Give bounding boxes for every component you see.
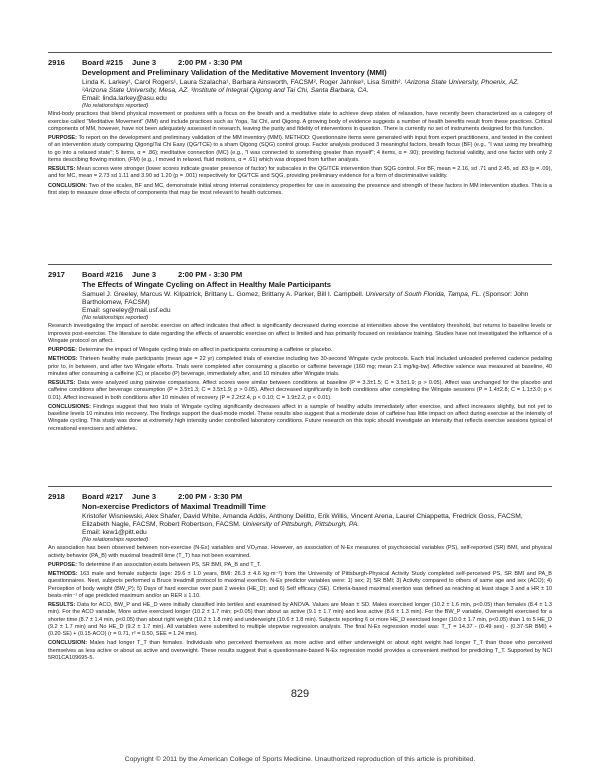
abstract-header bbox=[48, 270, 552, 279]
abstract-header bbox=[48, 492, 552, 501]
abstract-paragraph bbox=[48, 602, 552, 638]
session-time: 2:00 PM - 3:30 PM bbox=[178, 492, 243, 501]
author-list bbox=[82, 513, 544, 529]
board-number: Board #216 bbox=[82, 270, 123, 279]
abstract-number: 2917 bbox=[48, 270, 65, 279]
institution: ¹Arizona State University, Phoenix, AZ. ²Arizona State University, Mesa, AZ. ³Institute of Integral Qigong and Tai Chi, Santa Barbara, CA. bbox=[82, 79, 520, 95]
paragraph-text: Data were analyzed using pairwise comparisons. Affect scores were similar between conditions at baseline (P = 3.3±1.5; C = 3.5±1.9; p > 0.05). Affect was unchanged for the placebo and caffeine conditions after beverage consumption (P = 3.5±1.3; C = 3.5±1.9; p > 0.05). Affect decreased significantly in both conditions after completing the Wingate sessions (P = 1.4±2.8; C = 1.1±3.0; p < 0.01). Affect increased in both conditions after 10 minutes of recovery (P = 2.2±2.4, p < 0.10; C = 1.9±2.2, p < 0.01). bbox=[48, 380, 552, 401]
author-email: Email: sgreeley@mail.usf.edu bbox=[82, 307, 171, 315]
abstract-title: The Effects of Wingate Cycling on Affect in Healthy Male Participants bbox=[82, 280, 332, 289]
paragraph-text: Data for ACO, BW_P and HE_D were initially classified into tertiles and examined by ANOVA. Values are Mean ± SD. Males exercised longer (10.2 ± 1.6 min, p<0.05) than females (8.4 ± 1.3 min). For the ACO variable, More active exercised longer (10.2 ± 1.7 min; p<0.05) than about as active (9.1 ± 1.7 min) and less active (8.6 ± 1.3 min). For the BW_P variable, Overweight exercised for a shorter time (8.7 ± 1.4 min, p<0.05) than about right weight (10.2 ± 1.8 min) and underweight (10.6 ± 1.8 min). Subjects reporting 6 or more HE_D exercised longer (10.0 ± 1.7 min, p<0.05) than 1 to 5 HE_D (9.2 ± 1.7 min) and No HE_D (9.2 ± 1.7 min). All variables were submitted to multiple stepwise regression analysis. The final N-Ex regression model was: T_T = 14.37 - (0.49 sex) - (0.37·SR BMI) + (0.20·SE) + (0.15·ACO) (r = 0.71, r² = 0.50, SEE = 1.24 min). bbox=[48, 602, 552, 638]
page-number: 829 bbox=[290, 688, 310, 700]
abstract-paragraph bbox=[48, 166, 552, 181]
abstract-paragraph bbox=[48, 111, 552, 133]
paragraph-text: Determine the impact of Wingate cycling trials on affect in participants consuming a caffeine or placebo. bbox=[76, 347, 333, 354]
paragraph-label: RESULTS: bbox=[48, 166, 76, 173]
paragraph-text: Mean scores were stronger (lower scores indicate greater presence of factor) for subscales in the QG/TCE intervention than SQG control. For BF, mean = 2.16, sd .71 and 2.45, sd .83 (p = .09), and for MC, mean = 2.73 sd 1.11 and 3.90 sd 1.20 (p = .001) respectively for QG/TCE and SQG, providing preliminary evidence for a form of discriminative validity. bbox=[48, 166, 552, 180]
abstract-title: Development and Preliminary Validation of the Meditative Movement Inventory (MMI) bbox=[82, 68, 387, 77]
abstract-header bbox=[48, 58, 552, 67]
abstract-2917 bbox=[48, 270, 552, 433]
abstract-paragraph bbox=[48, 571, 552, 600]
paragraph-text: To determine if an association exists between PS, SR BMI, PA_B and T_T. bbox=[76, 561, 262, 568]
institution: University of South Florida, Tampa, FL. bbox=[365, 291, 482, 298]
paragraph-text: Findings suggest that two trials of Wingate cycling significantly decreases affect in a sample of healthy adults immediately after exercise, and affect increases slightly, but not yet to baseline levels 10 minutes into recovery. The findings support the dual-mode model. These results also suggest that a moderate dose of caffeine has little impact on affect during exercise at the intensity of Wingate cycling. This study was done at extremely high intensity under controlled laboratory conditions. Future research on this topic should investigate an intensity that reflects exercise sessions typical of recreational exercisers and athletes. bbox=[48, 403, 552, 432]
abstract-paragraph bbox=[48, 380, 552, 402]
relationships-note: (No relationships reported) bbox=[82, 537, 149, 544]
abstract-paragraph bbox=[48, 640, 552, 662]
section-rule bbox=[48, 486, 552, 487]
author-email: Email: kew1@pitt.edu bbox=[82, 529, 147, 537]
session-date: June 3 bbox=[132, 270, 157, 279]
copyright-notice: Copyright © 2011 by the American College of Sports Medicine. Unauthorized reproduction of this article is prohibited. bbox=[124, 756, 476, 763]
paragraph-label: METHODS: bbox=[48, 356, 78, 363]
abstract-number: 2916 bbox=[48, 58, 65, 67]
abstract-paragraph bbox=[48, 545, 552, 560]
section-rule bbox=[48, 264, 552, 265]
relationships-note: (No relationships reported) bbox=[82, 315, 149, 322]
paragraph-text: Mind-body practices that blend physical movement or postures with a focus on the breath and a meditative state to achieve deep states of relaxation, have recently been characterized as a category of exercise called "Meditative Movement" (MM) and include practices such as Yoga, Tai Chi, and Qigong. A growing body of evidence suggests a number of health benefits result from these practices. Critical components of MM, however, have not been adequately assessed in research, leaving the purity and fidelity of interventions in question. There is currently no set of instruments designed for this function. bbox=[48, 111, 552, 132]
paragraph-label: RESULTS: bbox=[48, 602, 76, 609]
author-list bbox=[82, 291, 544, 307]
authors: Samuel J. Greeley, Marcus W. Kilpatrick, Brittany L. Gomez, Brittany A. Parker, Bill I. Campbell. bbox=[82, 291, 366, 298]
abstract-paragraph bbox=[48, 404, 552, 433]
author-list bbox=[82, 79, 544, 95]
abstract-number: 2918 bbox=[48, 492, 65, 501]
session-time: 2:00 PM - 3:30 PM bbox=[178, 270, 243, 279]
abstract-title: Non-exercise Predictors of Maximal Treadmill Time bbox=[82, 502, 266, 511]
paragraph-text: 163 male and female subjects (age: 29.6 ± 1.0 years, BMI: 26.3 ± 4.6 kg·m⁻²) from the University of Pittsburgh-Physical Activity Study completed self-perceived PS, SR BMI and PA_B questionnaires. Next, subjects performed a Bruce treadmill protocol to maximal exertion. N-Ex predictor variables were: 1) sex; 2) SR BMI; 3) Activity compared to others of same age and sex (ACO); 4) Perception of body weight (BW_P); 5) Days of hard exercise over past 2 weeks (HE_D); and 6) Self efficacy (SE). Criteria-based maximal exertion was defined as reaching at least stage 3 and a HR ± 10 beats·min⁻¹ of age predicted maximum and/or an RER ≥ 1.10. bbox=[48, 571, 552, 599]
abstract-paragraph bbox=[48, 356, 552, 378]
paragraph-label: PURPOSE: bbox=[48, 135, 77, 142]
abstract-paragraph bbox=[48, 347, 552, 354]
abstract-paragraph bbox=[48, 323, 552, 345]
paragraph-label: CONCLUSION: bbox=[48, 182, 88, 189]
abstract-2916 bbox=[48, 58, 552, 197]
paragraph-label: CONCLUSIONS: bbox=[48, 403, 91, 410]
paragraph-label: CONCLUSION: bbox=[48, 640, 88, 647]
sponsor: (Sponsor: John Bartholomew, FACSM) bbox=[82, 291, 529, 307]
paragraph-text: Two of the scales, BF and MC, demonstrate initial strong internal consistency properties for use in assessing the presence and strength of these factors in MM intervention studies. This is a first step to measure dose effects of components that may be most relevant to health outcomes. bbox=[48, 182, 552, 196]
paragraph-text: Thirteen healthy male participants (mean age = 22 yr) completed trials of exercise including two 30-second Wingate cycle protocols. Each trial included unloaded preferred cadence pedaling prior to, in between, and after two Wingate efforts. Trials were completed after consuming a placebo or caffeine beverage (160 mg; mean 2.1 mg/kg-bw). Affective valence was measured at baseline, 40 minutes after consuming a caffeine (C) or placebo (P) beverage, immediately after, and 10 minutes after Wingate trials. bbox=[48, 356, 552, 377]
paragraph-label: PURPOSE: bbox=[48, 347, 77, 354]
abstract-paragraph bbox=[48, 135, 552, 164]
paragraph-text: An association has been observed between non-exercise (N-Ex) variables and VO₂max. However, an association of N-Ex measures of psychosocial variables (PS), self-reported (SR) BMI, and physical activity behavior (PA_B) with maximal treadmill time (T_T) has not been examined. bbox=[48, 545, 552, 559]
abstract-paragraph bbox=[48, 183, 552, 198]
session-date: June 3 bbox=[132, 58, 157, 67]
section-rule bbox=[48, 52, 552, 53]
board-number: Board #215 bbox=[82, 58, 123, 67]
session-time: 2:00 PM - 3:30 PM bbox=[178, 58, 243, 67]
relationships-note: (No relationships reported) bbox=[82, 103, 149, 110]
paragraph-text: To report on the development and preliminary validation of the MM inventory (MMI). METHOD: Questionnaire items were generated with input from expert practitioners, and tested in the context of an intervention study comparing Qigong/Tai Chi Easy (QG/TCE) to a sham Qigong (SQG) control group. Factor analysis produced 3 meaningful factors, breath focus (BF) (e.g., "I was using my breathing to go into a relaxed state"; 5 items, α = .86); meditative connection (MC) (e.g., "I was connected to something greater than myself"; 4 items, α = .90); providing factorial validity, and one factor with only 2 items describing flowing motion, (FM) (e.g., I moved in relaxed, fluid motions, α = .61) which was dropped from further analysis. bbox=[48, 135, 552, 163]
session-date: June 3 bbox=[132, 492, 157, 501]
paragraph-text: Males had longer T_T than females. Individuals who perceived themselves as more active and either underweight or about right weight had longer T_T than those who perceived themselves as less active or about as active and overweight. These results suggest that a questionnaire-based N-Ex regression model provides a convenient method for predicting T_T. Supported by NCI 5R01CA109695-5. bbox=[48, 640, 552, 661]
paragraph-label: PURPOSE: bbox=[48, 561, 77, 568]
author-email: Email: linda.larkey@asu.edu bbox=[82, 95, 167, 103]
authors: Kristofer Wisniewski, Alex Shafer, David White, Amanda Addis, Anthony Delitto, Erik Willis, Vincent Arena, Laurel Chiappetta, Fredrick Goss, FACSM, Elizabeth Nagle, FACSM, Robert Robertson, FACSM. bbox=[82, 513, 523, 529]
abstract-paragraph bbox=[48, 562, 552, 569]
paragraph-label: METHODS: bbox=[48, 571, 78, 578]
paragraph-label: RESULTS: bbox=[48, 380, 76, 387]
authors: Linda K. Larkey¹, Carol Rogers¹, Laura Szalacha¹, Barbara Ainsworth, FACSM², Roger Jahnke³, Lisa Smith². bbox=[82, 79, 405, 86]
paragraph-text: Research investigating the impact of aerobic exercise on affect indicates that affect is significantly decreased during exercise at intensities above the ventilatory threshold, but returns to baseline levels or improves post-exercise. The literature to date regarding the effects of anaerobic exercise on affect is limited and has primarily focused on resistance training. Studies have not investigated the influence of a Wingate protocol on affect. bbox=[48, 323, 552, 344]
institution: University of Pittsburgh, Pittsburgh, PA. bbox=[242, 521, 360, 529]
board-number: Board #217 bbox=[82, 492, 123, 501]
abstract-2918 bbox=[48, 492, 552, 662]
